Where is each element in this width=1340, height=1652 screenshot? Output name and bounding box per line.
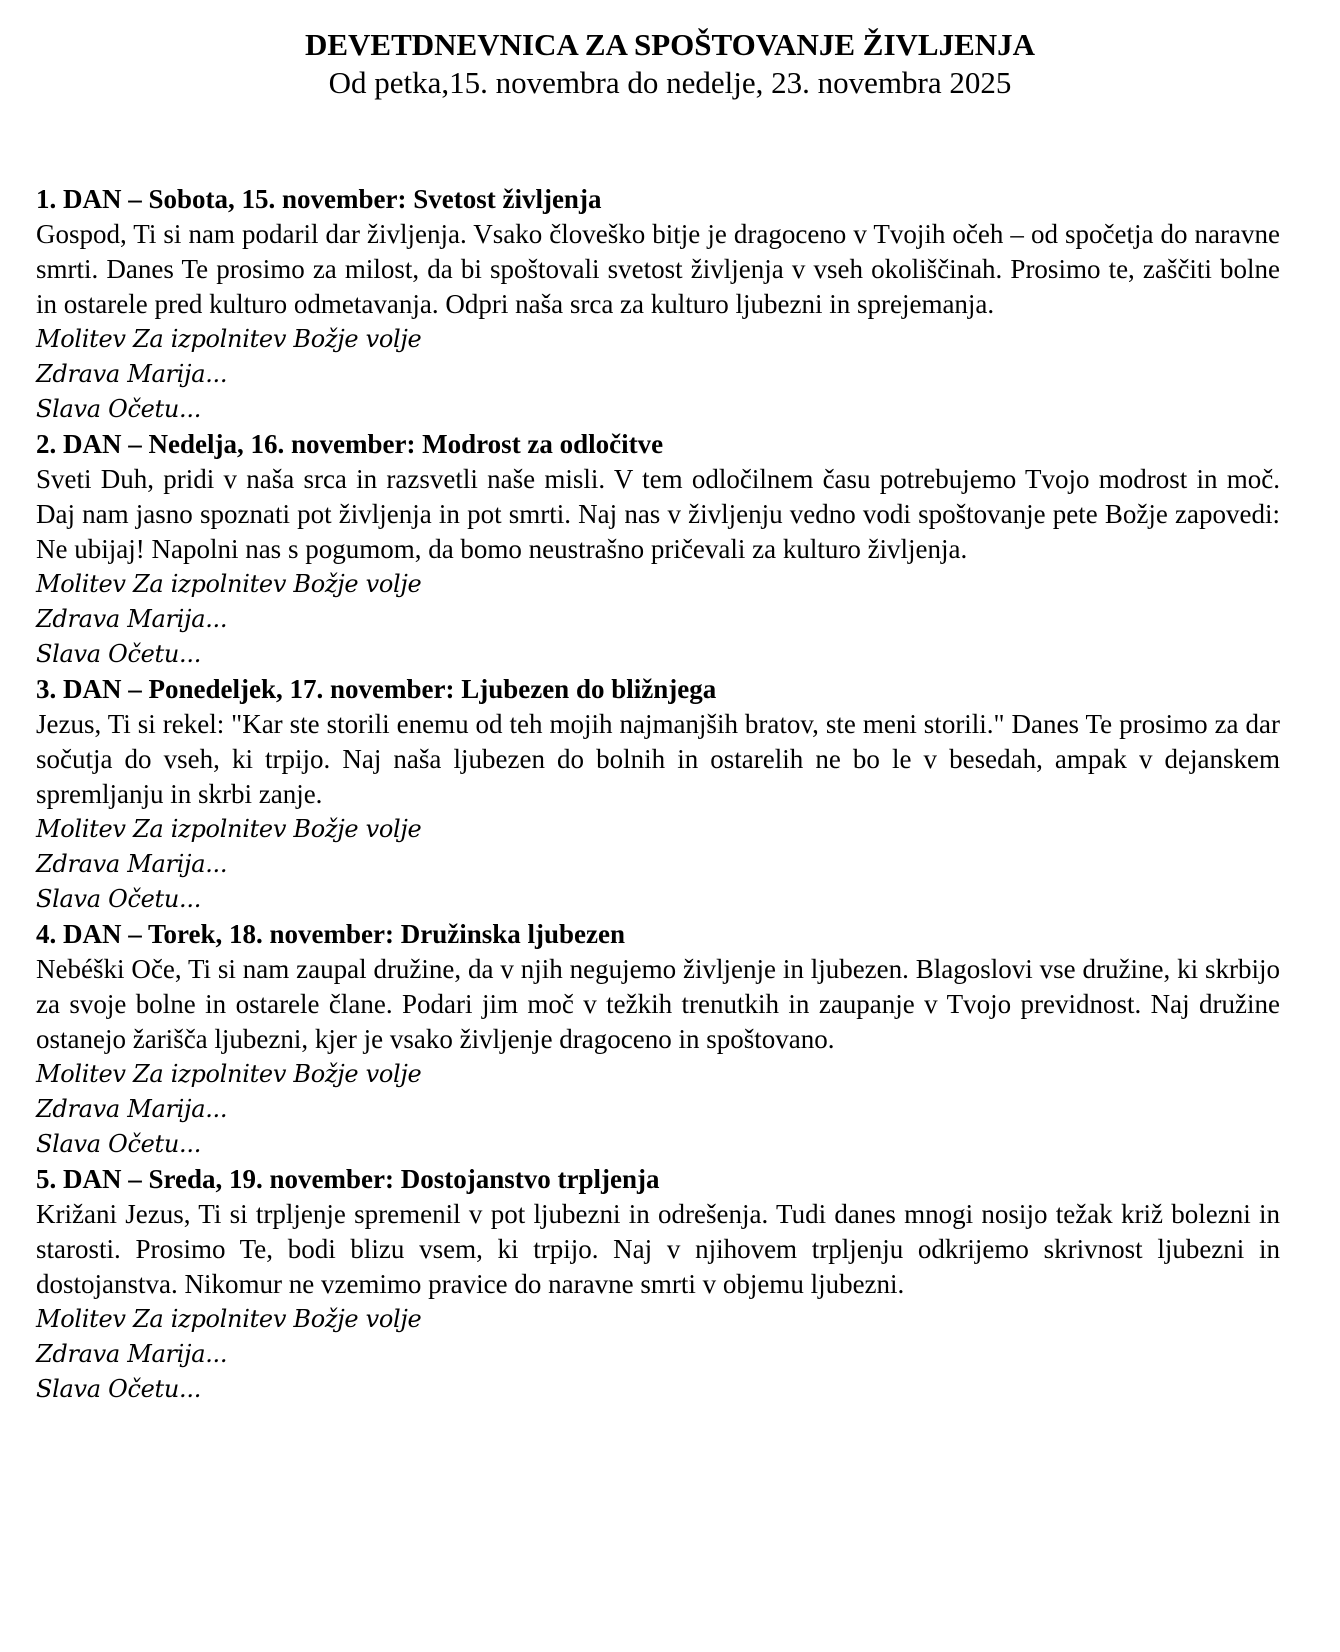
day-heading: 5. DAN – Sreda, 19. november: Dostojanstvo trpljenja [36,1164,660,1194]
day-section-3 [36,672,1280,917]
day-section-5 [36,1162,1280,1407]
prayer-line: Zdrava Marija... [36,1340,228,1368]
document-title: DEVETDNEVNICA ZA SPOŠTOVANJE ŽIVLJENJA [304,27,1036,62]
day-prayer-text: Jezus, Ti si rekel: "Kar ste storili enemu od teh mojih najmanjših bratov, ste meni storili." Danes Te prosimo za dar sočutja do vseh, ki trpijo. Naj naša ljubezen do bolnih in ostarelih ne bo le v besedah, ampak v dejanskem spremljanju in skrbi zanje. [36,709,1280,809]
day-prayer-text: Gospod, Ti si nam podaril dar življenja. Vsako človeško bitje je dragoceno v Tvojih očeh – od spočetja do naravne smrti. Danes Te prosimo za milost, da bi spoštovali svetost življenja v vseh okoliščinah. Prosimo te, zaščiti bolne in ostarele pred kulturo odmetavanja. Odpri naša srca za kulturo ljubezni in sprejemanja. [36,219,1280,319]
day-prayer-text: Sveti Duh, pridi v naša srca in razsvetli naše misli. V tem odločilnem času potrebujemo Tvojo modrost in moč. Daj nam jasno spoznati pot življenja in pot smrti. Naj nas v življenju vedno vodi spoštovanje pete Božje zapovedi: Ne ubijaj! Napolni nas s pogumom, da bomo neustrašno pričevali za kulturo življenja. [36,464,1280,564]
day-section-1 [36,182,1280,427]
prayer-line: Molitev Za izpolnitev Božje volje [36,815,422,843]
day-prayer-text: Nebéški Oče, Ti si nam zaupal družine, da v njih negujemo življenje in ljubezen. Blagoslovi vse družine, ki skrbijo za svoje bolne in ostarele člane. Podari jim moč v težkih trenutkih in zaupanje v Tvojo previdnost. Naj družine ostanejo žarišča ljubezni, kjer je vsako življenje dragoceno in spoštovano. [36,954,1280,1054]
day-heading: 1. DAN – Sobota, 15. november: Svetost življenja [36,184,602,214]
prayer-line: Zdrava Marija... [36,360,228,388]
novena-days [36,182,1280,1407]
prayer-line: Molitev Za izpolnitev Božje volje [36,1305,422,1333]
day-prayer-text: Križani Jezus, Ti si trpljenje spremenil v pot ljubezni in odrešenja. Tudi danes mnogi nosijo težak križ bolezni in starosti. Prosimo Te, bodi blizu vsem, ki trpijo. Naj v njihovem trpljenju odkrijemo skrivnost ljubezni in dostojanstva. Nikomur ne vzemimo pravice do naravne smrti v objemu ljubezni. [36,1199,1280,1299]
document-header [0,26,1340,102]
prayer-line: Zdrava Marija... [36,850,228,878]
day-heading: 4. DAN – Torek, 18. november: Družinska ljubezen [36,919,626,949]
document-subtitle: Od petka,15. novembra do nedelje, 23. novembra 2025 [328,65,1012,100]
day-section-4 [36,917,1280,1162]
prayer-line: Slava Očetu... [36,395,202,423]
prayer-line: Molitev Za izpolnitev Božje volje [36,1060,422,1088]
prayer-line: Slava Očetu... [36,885,202,913]
prayer-line: Slava Očetu... [36,1130,202,1158]
day-heading: 2. DAN – Nedelja, 16. november: Modrost za odločitve [36,429,664,459]
day-heading: 3. DAN – Ponedeljek, 17. november: Ljubezen do bližnjega [36,674,717,704]
prayer-line: Slava Očetu... [36,1375,202,1403]
day-section-2 [36,427,1280,672]
prayer-line: Molitev Za izpolnitev Božje volje [36,570,422,598]
prayer-line: Slava Očetu... [36,640,202,668]
prayer-line: Zdrava Marija... [36,1095,228,1123]
prayer-line: Molitev Za izpolnitev Božje volje [36,325,422,353]
prayer-line: Zdrava Marija... [36,605,228,633]
